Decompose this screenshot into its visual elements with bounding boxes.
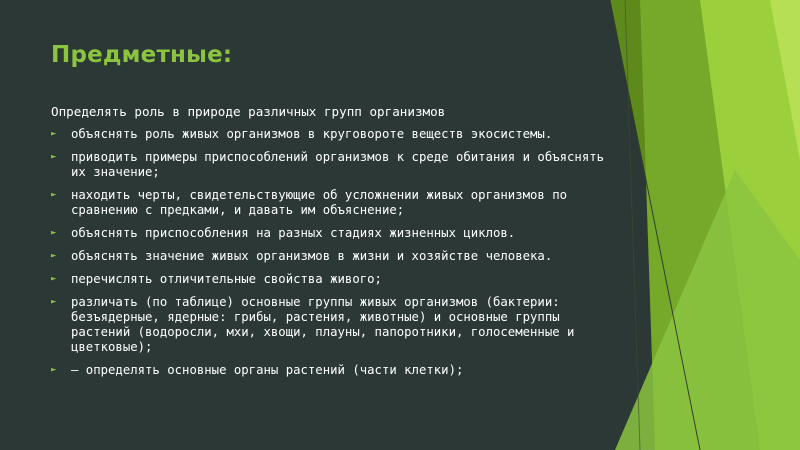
bullet-arrow-icon: ► bbox=[51, 251, 57, 261]
list-item-text: находить черты, свидетельствующие об усложнении живых организмов по сравнению с предками, и давать им объяснение; bbox=[71, 188, 568, 217]
bullet-arrow-icon: ► bbox=[51, 274, 57, 284]
list-item-text: приводить примеры приспособлений организмов к среде обитания и объяснять их значение; bbox=[71, 150, 605, 179]
list-item bbox=[51, 188, 621, 218]
list-item bbox=[51, 363, 621, 378]
list-item-text: различать (по таблице) основные группы живых организмов (бактерии: безъядерные, ядерные: грибы, растения, животные) и основные группы растений (водоросли, мхи, хвощи, плауны, папоротники, голосеменные и цветковые); bbox=[71, 295, 575, 354]
list-item-text: объяснять роль живых организмов в круговороте веществ экосистемы. bbox=[71, 127, 553, 141]
bullet-arrow-icon: ► bbox=[51, 152, 57, 162]
list-item bbox=[51, 249, 621, 264]
bullet-list bbox=[51, 127, 621, 386]
list-item bbox=[51, 272, 621, 287]
list-item-text: объяснять приспособления на разных стадиях жизненных циклов. bbox=[71, 226, 516, 240]
list-item-text: – определять основные органы растений (части клетки); bbox=[71, 363, 464, 377]
bullet-arrow-icon: ► bbox=[51, 129, 57, 139]
list-item bbox=[51, 226, 621, 241]
list-item bbox=[51, 150, 621, 180]
list-item bbox=[51, 295, 621, 355]
bullet-arrow-icon: ► bbox=[51, 228, 57, 238]
bullet-arrow-icon: ► bbox=[51, 297, 57, 307]
list-item bbox=[51, 127, 621, 142]
list-item-text: объяснять значение живых организмов в жизни и хозяйстве человека. bbox=[71, 249, 553, 263]
intro-text: Определять роль в природе различных групп организмов bbox=[51, 104, 446, 119]
slide-title: Предметные: bbox=[51, 42, 233, 68]
bullet-arrow-icon: ► bbox=[51, 190, 57, 200]
list-item-text: перечислять отличительные свойства живого; bbox=[71, 272, 382, 286]
bullet-arrow-icon: ► bbox=[51, 365, 57, 375]
